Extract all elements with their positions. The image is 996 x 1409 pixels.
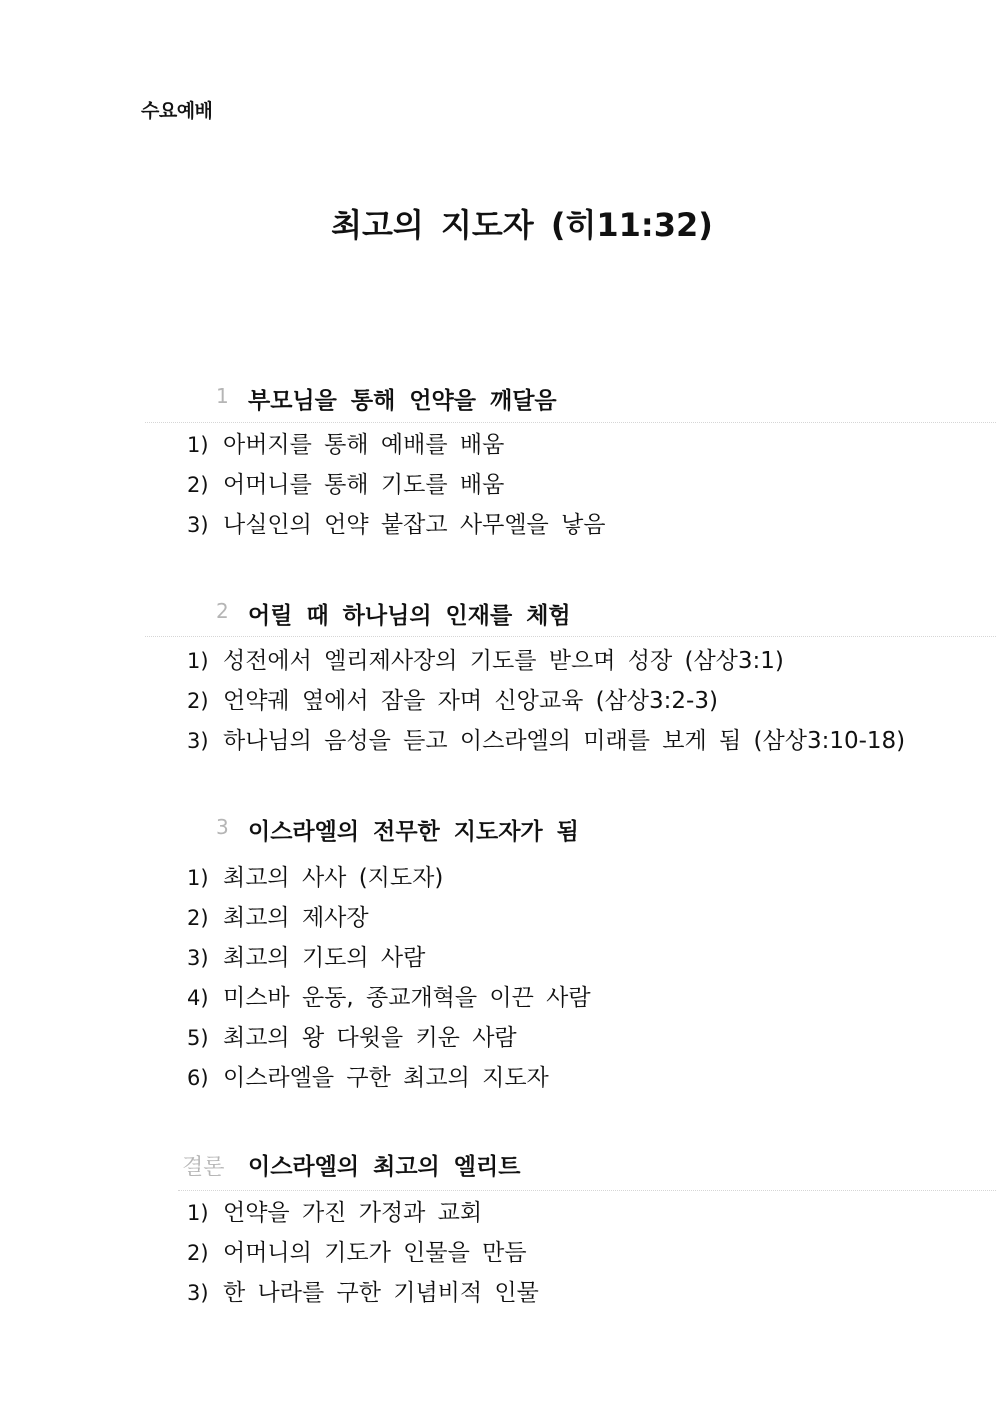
item-number: 1) [187, 1201, 209, 1225]
list-item [187, 1059, 549, 1095]
section-divider [178, 1190, 996, 1191]
section-number: 1 [216, 384, 229, 408]
list-item [187, 506, 606, 542]
section-divider [145, 636, 996, 637]
item-text: 어머니를 통해 기도를 배움 [223, 472, 505, 498]
item-text: 언약궤 옆에서 잠을 자며 신앙교육 (삼상3:2-3) [223, 688, 718, 714]
service-label: 수요예배 [141, 100, 213, 122]
list-item [187, 939, 425, 975]
item-number: 5) [187, 1026, 209, 1050]
item-text: 아버지를 통해 예배를 배움 [223, 432, 505, 458]
item-text: 최고의 제사장 [223, 905, 369, 931]
item-text: 최고의 왕 다윗을 키운 사람 [223, 1025, 517, 1051]
list-item [187, 899, 369, 935]
section-heading [0, 382, 996, 412]
list-item [187, 1234, 527, 1270]
section-heading [0, 1148, 996, 1178]
section-heading [0, 813, 996, 843]
list-item [187, 642, 784, 678]
item-text: 최고의 사사 (지도자) [223, 865, 444, 891]
item-number: 2) [187, 689, 209, 713]
item-number: 6) [187, 1066, 209, 1090]
section-heading [0, 597, 996, 627]
list-item [187, 426, 504, 462]
item-number: 3) [187, 513, 209, 537]
item-number: 4) [187, 986, 209, 1010]
item-number: 2) [187, 906, 209, 930]
list-item [187, 466, 504, 502]
list-item [187, 722, 905, 758]
sermon-title: 최고의 지도자 (히11:32) [331, 206, 713, 244]
section-number: 결론 [182, 1155, 225, 1180]
list-item [187, 682, 718, 718]
item-number: 3) [187, 1281, 209, 1305]
section-number: 2 [216, 599, 229, 623]
item-text: 하나님의 음성을 듣고 이스라엘의 미래를 보게 됨 (삼상3:10-18) [223, 728, 906, 754]
section-title: 부모님을 통해 언약을 깨달음 [248, 388, 557, 414]
list-item [187, 979, 591, 1015]
list-item [187, 1274, 539, 1310]
item-text: 최고의 기도의 사람 [223, 945, 426, 971]
item-number: 2) [187, 473, 209, 497]
section-number: 3 [216, 815, 229, 839]
item-number: 1) [187, 433, 209, 457]
list-item [187, 1019, 517, 1055]
item-text: 나실인의 언약 붙잡고 사무엘을 낳음 [223, 512, 606, 538]
item-number: 3) [187, 946, 209, 970]
list-item [187, 1194, 482, 1230]
section-title: 이스라엘의 최고의 엘리트 [248, 1154, 521, 1180]
item-text: 이스라엘을 구한 최고의 지도자 [223, 1065, 549, 1091]
item-text: 어머니의 기도가 인물을 만듬 [223, 1240, 527, 1266]
section-divider [145, 422, 996, 423]
list-item [187, 859, 443, 895]
section-title: 어릴 때 하나님의 인재를 체험 [248, 603, 571, 629]
item-number: 3) [187, 729, 209, 753]
item-text: 성전에서 엘리제사장의 기도를 받으며 성장 (삼상3:1) [223, 648, 784, 674]
item-text: 미스바 운동, 종교개혁을 이끈 사람 [223, 985, 591, 1011]
section-title: 이스라엘의 전무한 지도자가 됨 [248, 819, 579, 845]
item-text: 언약을 가진 가정과 교회 [223, 1200, 483, 1226]
item-number: 1) [187, 649, 209, 673]
item-number: 2) [187, 1241, 209, 1265]
item-number: 1) [187, 866, 209, 890]
item-text: 한 나라를 구한 기념비적 인물 [223, 1280, 539, 1306]
